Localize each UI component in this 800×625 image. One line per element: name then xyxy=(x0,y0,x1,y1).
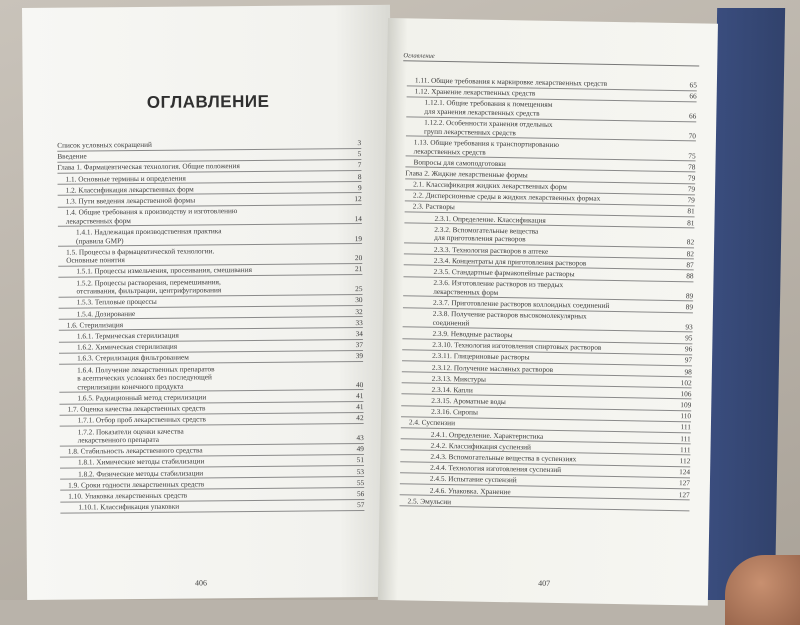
toc-entry-title: 1.7.2. Показатели оценки качества лекарственного препарата xyxy=(77,426,184,445)
toc-entry xyxy=(59,403,363,415)
toc-entry-page: 3 xyxy=(357,138,362,148)
toc-entry-page: 55 xyxy=(356,477,365,487)
toc-entry-title: 1.5. Процессы в фармацевтической технологии. Основные понятия xyxy=(66,246,215,265)
toc-entry-page: 109 xyxy=(680,400,692,410)
toc-entry-page: 127 xyxy=(678,478,691,488)
toc-entry-title: Введение xyxy=(57,151,87,161)
toc-entry-title: 1.12. Хранение лекарственных средств xyxy=(414,86,536,98)
toc-entry-title: 1.7.1. Отбор проб лекарственных средств xyxy=(77,414,206,425)
toc-entry-page: 14 xyxy=(354,213,362,223)
toc-entry-title: 2.3.15. Ароматные воды xyxy=(431,395,506,407)
toc-entry-page: 34 xyxy=(355,329,363,339)
toc-entry-title: 2.4.5. Испытание суспензий xyxy=(429,474,517,485)
toc-entry-page: 89 xyxy=(685,291,694,301)
toc-entry-title: 2.4.3. Вспомогательные вещества в суспензиях xyxy=(430,451,577,464)
toc-entry xyxy=(60,445,364,457)
toc-entry-title: 1.5.4. Дозирование xyxy=(76,308,136,319)
toc-entry xyxy=(57,139,361,151)
toc-left xyxy=(57,139,364,515)
toc-entry-title: 1.10.1. Классификация упаковки xyxy=(78,501,180,512)
toc-entry-page: 124 xyxy=(679,467,691,477)
toc-entry xyxy=(58,277,362,298)
toc-entry-title: Список условных сокращений xyxy=(57,139,152,150)
toc-entry-page: 97 xyxy=(684,355,693,365)
toc-entry-title: 1.1. Основные термины и определения xyxy=(65,173,186,184)
toc-entry xyxy=(59,296,363,308)
thumb xyxy=(725,555,800,625)
toc-entry-title: 2.3.16. Сиропы xyxy=(431,407,478,417)
toc-entry xyxy=(57,161,361,173)
toc-entry-page: 51 xyxy=(356,455,364,465)
right-page xyxy=(378,18,718,606)
toc-entry xyxy=(58,184,362,196)
toc-entry-page: 32 xyxy=(355,306,363,316)
toc-entry xyxy=(60,468,364,480)
toc-entry xyxy=(58,226,362,247)
toc-entry-title: 2.3.8. Получение растворов высокомолекулярных соединений xyxy=(432,308,587,328)
toc-entry-title: 2.3.10. Технология изготовления спиртовых растворов xyxy=(432,339,602,352)
toc-entry-page: 112 xyxy=(679,456,691,466)
toc-entry-title: 2.3.2. Вспомогательные вещества для приготовления растворов xyxy=(434,224,539,244)
toc-entry-page: 49 xyxy=(356,444,364,454)
toc-entry-title: 1.3. Пути введения лекарственной формы xyxy=(65,195,196,206)
toc-entry-title: 1.4. Общие требования к производству и изготовлению лекарственных форм xyxy=(65,206,238,226)
toc-entry xyxy=(59,330,363,342)
toc-entry-title: 1.6.1. Термическая стерилизация xyxy=(76,330,179,341)
toc-entry xyxy=(58,266,362,278)
toc-entry-title: 1.11. Общие требования к маркировке лекарственных средств xyxy=(414,75,608,88)
toc-entry-title: 2.3.5. Стандартные фармакопейные растворы xyxy=(433,266,575,279)
toc-entry-title: 1.5.1. Процессы измельчения, просеивания, смешивания xyxy=(76,265,252,277)
toc-entry xyxy=(59,352,363,364)
toc-entry-title: 2.3.14. Капли xyxy=(431,384,473,395)
toc-entry-title: 1.6.2. Химическая стерилизация xyxy=(76,341,178,352)
toc-entry-page: 53 xyxy=(356,466,365,476)
toc-entry-title: Глава 2. Жидкие лекарственные формы xyxy=(405,168,528,180)
toc-entry-page: 110 xyxy=(680,411,692,421)
toc-entry-title: 1.12.2. Особенности хранения отдельных групп лекарственных средств xyxy=(423,117,553,137)
toc-entry-page: 82 xyxy=(686,248,695,258)
toc-entry-page: 19 xyxy=(354,233,363,243)
toc-entry-page: 43 xyxy=(356,433,364,443)
toc-entry xyxy=(58,206,362,227)
toc-entry-page: 33 xyxy=(355,317,363,327)
toc-entry-page: 5 xyxy=(357,149,362,159)
toc-entry-page: 111 xyxy=(680,444,691,455)
toc-entry-title: 1.5.2. Процессы растворения, перемешивания, отстаивания, фильтрации, центрифугирования xyxy=(76,276,222,296)
toc-entry-title: 1.6.5. Радиационный метод стерилизации xyxy=(77,392,207,403)
toc-entry-title: 2.3.6. Изготовление растворов из твердых лекарственных форм xyxy=(433,278,564,297)
toc-entry-page: 81 xyxy=(687,206,695,216)
toc-entry xyxy=(58,246,362,267)
toc-entry-page: 70 xyxy=(688,131,697,141)
toc-entry-page: 89 xyxy=(685,302,694,312)
toc-entry-page: 93 xyxy=(685,321,693,332)
toc-entry-page: 40 xyxy=(355,379,364,389)
toc-entry-page: 79 xyxy=(687,195,695,205)
page-number-left: 406 xyxy=(194,578,208,588)
toc-entry-page: 12 xyxy=(354,193,362,204)
toc-entry-page: 75 xyxy=(688,150,696,160)
toc-entry-title: 2.4.1. Определение. Характеристика xyxy=(430,429,544,441)
toc-entry-title: 2.2. Дисперсионные среды в жидких лекарственных формах xyxy=(412,190,601,204)
toc-entry-title: 2.4. Суспензии xyxy=(408,417,456,428)
toc-entry-title: 2.5. Эмульсии xyxy=(407,496,452,506)
toc-entry-page: 102 xyxy=(680,377,692,388)
toc-entry xyxy=(60,490,364,502)
toc-entry-title: 1.2. Классификация лекарственных форм xyxy=(65,184,194,195)
toc-entry-title: 1.8. Стабильность лекарственного средства xyxy=(67,445,203,456)
toc-entry-title: 1.4.1. Надлежащая производственная практика (правила GMP) xyxy=(75,226,222,246)
toc-entry-page: 111 xyxy=(680,433,691,443)
toc-entry-page: 96 xyxy=(684,344,693,354)
toc-entry xyxy=(59,319,363,331)
toc-entry-title: 1.8.1. Химические методы стабилизации xyxy=(77,456,205,467)
toc-entry xyxy=(60,457,364,469)
toc-entry-page: 127 xyxy=(678,489,690,499)
toc-right xyxy=(399,76,696,513)
toc-entry-page: 66 xyxy=(689,91,697,101)
toc-entry-title: 1.6.4. Получение лекарственных препаратов в асептических условиях без последующей стерилизации конечного продукта xyxy=(77,363,215,392)
toc-entry xyxy=(59,364,363,393)
toc-entry-title: 2.4.4. Технология изготовления суспензий xyxy=(430,462,562,475)
toc-entry xyxy=(60,501,364,513)
toc-entry-page: 39 xyxy=(355,351,364,361)
toc-entry xyxy=(57,173,361,185)
book-cover-edge xyxy=(707,8,785,600)
toc-entry xyxy=(60,414,364,426)
toc-entry-page: 57 xyxy=(357,500,365,510)
toc-entry-title: 2.3.3. Технология растворов в аптеке xyxy=(433,244,549,256)
page-number-right: 407 xyxy=(538,578,551,588)
toc-entry-page: 21 xyxy=(354,264,363,274)
toc-entry-page: 42 xyxy=(356,413,364,423)
toc-entry-title: 1.7. Оценка качества лекарственных средств xyxy=(67,403,206,414)
toc-entry-page: 79 xyxy=(687,173,696,183)
toc-entry-page: 30 xyxy=(355,295,363,305)
toc-entry-title: 1.6.3. Стерилизация фильтрованием xyxy=(77,352,189,363)
toc-entry-page: 66 xyxy=(688,111,697,121)
toc-entry-title: 1.9. Сроки годности лекарственных средств xyxy=(68,479,205,490)
toc-entry-page: 41 xyxy=(356,390,364,401)
toc-entry-page: 88 xyxy=(686,271,694,281)
toc-entry-page: 20 xyxy=(354,253,363,263)
toc-entry-title: 2.3.11. Глицериновые растворы xyxy=(432,351,530,362)
toc-entry-title: 1.12.1. Общие требования к помещениям для хранения лекарственных средств xyxy=(424,98,553,118)
toc-entry-page: 9 xyxy=(357,182,362,192)
toc-entry-page: 95 xyxy=(685,333,693,343)
left-page xyxy=(22,5,395,600)
toc-entry-page: 8 xyxy=(357,171,362,181)
toc-entry-page: 25 xyxy=(355,284,363,294)
toc-entry-title: 2.4.6. Упаковка. Хранение xyxy=(429,485,511,496)
toc-entry-page: 56 xyxy=(356,489,365,499)
toc-entry-title: 1.8.2. Физические методы стабилизации xyxy=(78,468,204,479)
toc-entry-title: 2.3.12. Получение масляных растворов xyxy=(431,362,554,374)
toc-entry xyxy=(59,341,363,353)
toc-entry-title: 2.4.2. Классификация суспензий xyxy=(430,440,532,452)
toc-entry-page: 37 xyxy=(355,340,363,350)
toc-entry-page: 65 xyxy=(689,80,697,90)
toc-entry-title: 2.3.13. Микстуры xyxy=(431,373,486,384)
toc-entry xyxy=(59,308,363,320)
toc-entry-title: 2.3.4. Концентраты для приготовления растворов xyxy=(433,255,587,268)
toc-entry xyxy=(60,479,364,491)
toc-entry-title: 1.6. Стерилизация xyxy=(66,319,124,330)
toc-entry-title: 1.13. Общие требования к транспортированию лекарственных средств xyxy=(413,137,560,157)
toc-entry-page: 81 xyxy=(687,217,695,228)
toc-entry-title: 2.1. Классификация жидких лекарственных форм xyxy=(413,179,567,192)
toc-entry-title: Вопросы для самоподготовки xyxy=(413,157,506,168)
toc-entry xyxy=(57,150,361,162)
toc-entry-page: 78 xyxy=(688,161,696,172)
toc-entry-page: 111 xyxy=(680,422,691,432)
toc-entry-title: 1.10. Упаковка лекарственных средств xyxy=(68,490,188,501)
running-header: Оглавление xyxy=(403,52,699,66)
toc-entry-title: 2.3.1. Определение. Классификация xyxy=(434,213,546,225)
page-title: ОГЛАВЛЕНИЕ xyxy=(146,91,270,112)
toc-entry-title: 1.5.3. Тепловые процессы xyxy=(76,297,157,307)
toc-entry-page: 106 xyxy=(680,389,692,399)
toc-entry xyxy=(58,195,362,207)
toc-entry-page: 79 xyxy=(687,184,696,194)
toc-entry-title: Глава 1. Фармацевтическая технология. Общие положения xyxy=(57,161,240,173)
toc-entry xyxy=(60,426,364,447)
toc-entry-page: 41 xyxy=(356,402,364,412)
toc-entry-page: 87 xyxy=(686,260,694,270)
toc-entry-title: 2.3.7. Приготовление растворов коллоидных соединений xyxy=(432,297,610,310)
toc-entry-page: 7 xyxy=(357,160,362,170)
toc-entry-page: 98 xyxy=(684,366,692,376)
toc-entry xyxy=(59,392,363,404)
toc-entry-title: 2.3. Растворы xyxy=(412,201,455,212)
toc-entry-title: 2.3.9. Неводные растворы xyxy=(432,328,513,340)
toc-entry-page: 82 xyxy=(686,237,695,247)
